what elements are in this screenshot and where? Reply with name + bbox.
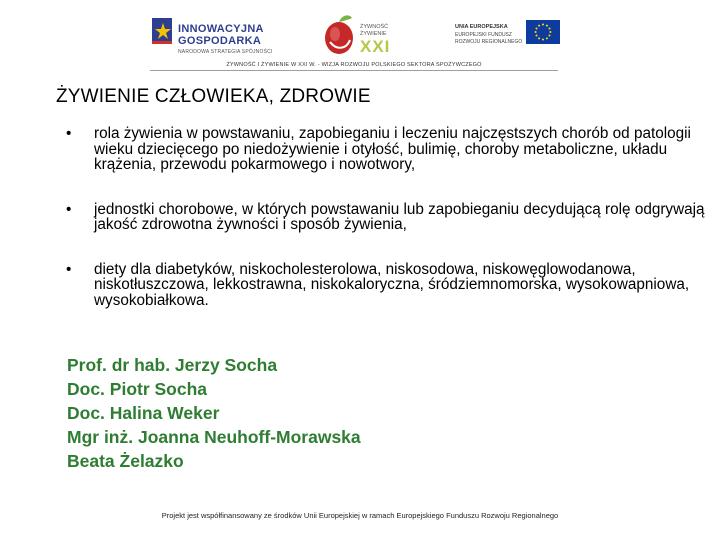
ig-logo-line3: NARODOWA STRATEGIA SPÓJNOŚCI	[178, 49, 273, 55]
author-list	[67, 353, 361, 473]
header-divider	[150, 70, 558, 71]
zz-logo-line3: XXI	[360, 37, 391, 56]
ig-logo-line2: GOSPODARKA	[178, 35, 262, 47]
zywnosc-zywienie-logo	[320, 12, 410, 62]
innowacyjna-gospodarka-logo	[150, 14, 280, 60]
author-name: Doc. Piotr Socha	[67, 379, 208, 399]
eu-logo-line1: UNIA EUROPEJSKA	[455, 24, 508, 30]
header-logos	[150, 10, 560, 64]
list-item-text: jednostki chorobowe, w których powstawaniu lub zapobieganiu decydującą rolę odgrywają jakość zdrowotna żywności i sposób żywienia,	[94, 200, 705, 233]
bullet-icon: •	[66, 200, 72, 218]
topic-list	[60, 126, 710, 308]
eu-logo-line3: ROZWOJU REGIONALNEGO	[455, 39, 523, 45]
eu-logo-line2: EUROPEJSKI FUNDUSZ	[455, 32, 512, 38]
header-caption: ŻYWNOŚĆ I ŻYWIENIE W XXI W. - WIZJA ROZWOJU POLSKIEGO SEKTORA SPOŻYWCZEGO	[226, 62, 482, 68]
bullet-icon: •	[66, 125, 72, 142]
zz-logo-line1: ŻYWNOŚĆ	[360, 24, 389, 30]
list-item	[60, 126, 710, 173]
eu-flag-icon	[526, 20, 560, 44]
list-item-text: rola żywienia w powstawaniu, zapobieganiu i leczeniu najczęstszych chorób od patologii wieku dziecięcego po niedożywienie i otyłość, bulimię, choroby metaboliczne, układu krążenia, przewodu pokarmowego i nowotwory,	[94, 125, 691, 173]
funding-footer: Projekt jest współfinansowany ze środków Unii Europejskiej w ramach Europejskiego Funduszu Rozwoju Regionalnego	[161, 511, 559, 520]
list-item	[60, 262, 710, 309]
ig-logo-line1: INNOWACYJNA	[178, 23, 264, 35]
slide-title: ŻYWIENIE CZŁOWIEKA, ZDROWIE	[56, 86, 371, 107]
apple-icon	[320, 12, 358, 58]
zz-logo-line2: ŻYWIENIE	[360, 31, 387, 37]
author-name: Beata Żelazko	[67, 451, 184, 471]
list-item-text: diety dla diabetyków, niskocholesterolowa, niskosodowa, niskowęglowodanowa, niskotłuszczowa, lekkostrawna, niskokaloryczna, śródziemnomorska, wysokowapniowa, wysokobiałkowa.	[94, 260, 690, 309]
ig-star-icon	[150, 14, 176, 48]
bullet-icon: •	[66, 260, 72, 278]
list-item	[60, 202, 710, 233]
author-name: Prof. dr hab. Jerzy Socha	[67, 355, 278, 375]
author-name: Doc. Halina Weker	[67, 403, 220, 423]
author-name: Mgr inż. Joanna Neuhoff-Morawska	[67, 427, 361, 447]
eu-logo	[455, 18, 560, 58]
